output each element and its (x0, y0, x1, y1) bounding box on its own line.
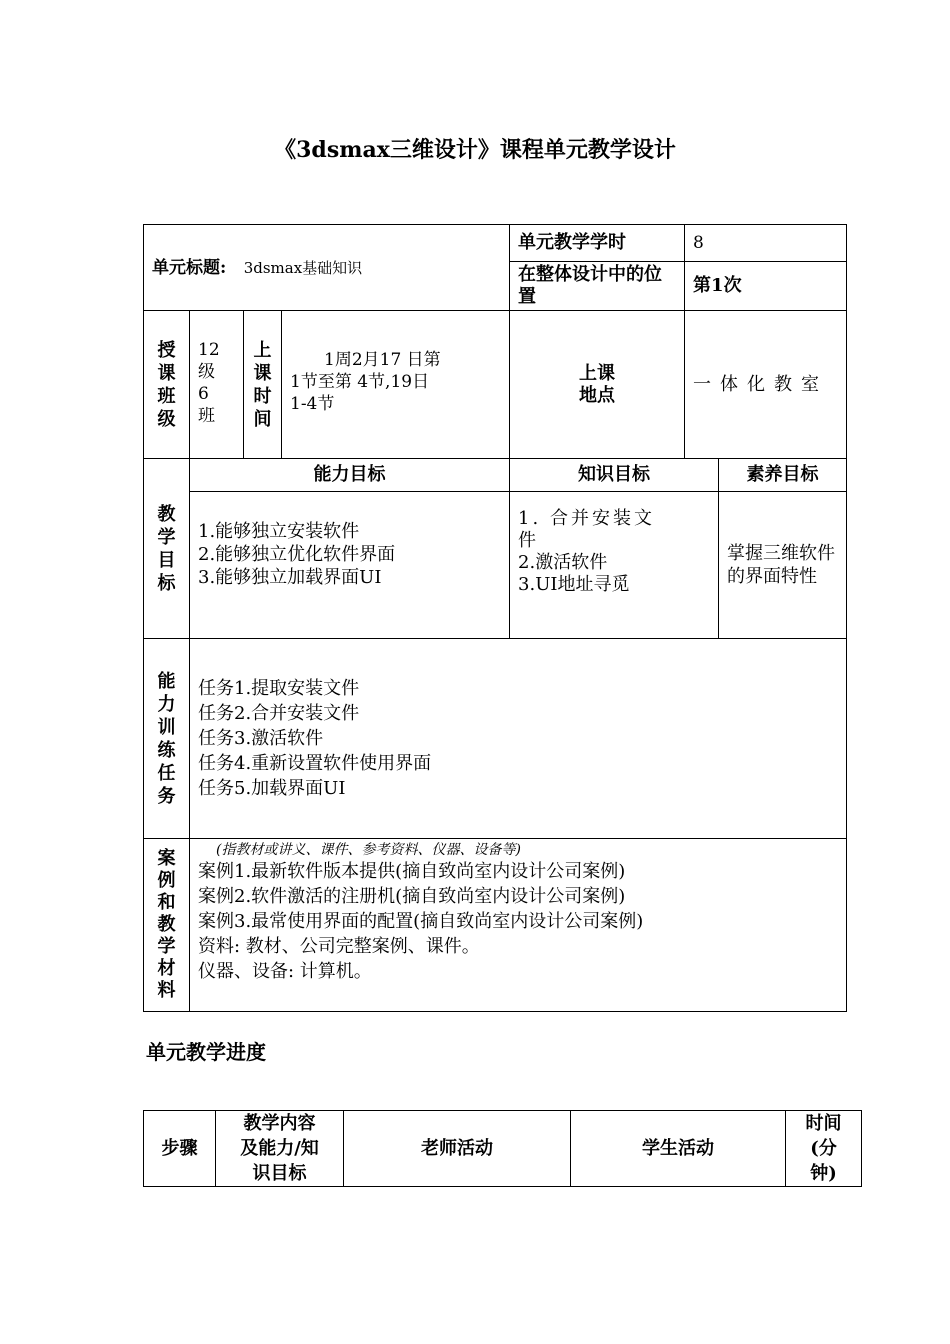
ability-header: 能力目标 (190, 459, 510, 492)
ability-list: 1.能够独立安装软件 2.能够独立优化软件界面 3.能够独立加载界面UI (190, 492, 510, 639)
place-label: 上课 地点 (510, 311, 685, 459)
progress-section-title: 单元教学进度 (146, 1040, 266, 1064)
class-label: 授 课 班 级 (144, 311, 190, 459)
task-item: 任务2.合并安装文件 (198, 703, 360, 724)
tasks-list (190, 639, 847, 839)
progress-table (143, 1110, 862, 1187)
case-item: 案例2.软件激活的注册机(摘自致尚室内设计公司案例) (198, 886, 626, 907)
col-content: 教学内容 及能力/知 识目标 (216, 1111, 344, 1187)
unit-title-cell (144, 225, 510, 311)
task-item: 任务3.激活软件 (198, 728, 324, 749)
time-label: 上 课 时 间 (244, 311, 282, 459)
knowledge-header: 知识目标 (510, 459, 719, 492)
case-item: 仪器、设备: 计算机。 (198, 961, 372, 982)
col-step: 步骤 (144, 1111, 216, 1187)
place-value: 一体化教室 (685, 311, 847, 459)
col-teacher: 老师活动 (344, 1111, 571, 1187)
task-item: 任务5.加载界面UI (198, 778, 346, 799)
hours-value: 8 (685, 225, 847, 262)
col-time: 时间 (分 钟) (786, 1111, 862, 1187)
hours-label: 单元教学学时 (510, 225, 685, 262)
unit-design-table (143, 224, 847, 1012)
time-value: 1周2月17 日第 1节至第 4节,19日 1-4节 (282, 311, 510, 459)
unit-title-label: 单元标题: (152, 257, 227, 278)
case-item: 资料: 教材、公司完整案例、课件。 (198, 936, 480, 957)
cases-label: 案 例 和 教 学 材 料 (144, 839, 190, 1012)
task-item: 任务4.重新设置软件使用界面 (198, 753, 432, 774)
knowledge-list: 1. 合并安装文 件 2.激活软件 3.UI地址寻觅 (510, 492, 719, 639)
col-student: 学生活动 (571, 1111, 786, 1187)
document-title: 《3dsmax三维设计》课程单元教学设计 (274, 137, 676, 163)
unit-title-value: 3dsmax基础知识 (243, 258, 363, 277)
cases-note: (指教材或讲义、课件、参考资料、仪器、设备等) (216, 842, 521, 858)
class-value: 12 级 6 班 (190, 311, 244, 459)
quality-list: 掌握三维软件 的界面特性 (719, 492, 847, 639)
objectives-label: 教 学 目 标 (144, 459, 190, 639)
tasks-label: 能 力 训 练 任 务 (144, 639, 190, 839)
case-item: 案例3.最常使用界面的配置(摘自致尚室内设计公司案例) (198, 911, 644, 932)
cases-list (190, 839, 847, 1012)
quality-header: 素养目标 (719, 459, 847, 492)
position-value: 第1次 (685, 262, 847, 311)
task-item: 任务1.提取安装文件 (198, 678, 360, 699)
position-label: 在整体设计中的位置 (510, 262, 685, 311)
case-item: 案例1.最新软件版本提供(摘自致尚室内设计公司案例) (198, 861, 626, 882)
